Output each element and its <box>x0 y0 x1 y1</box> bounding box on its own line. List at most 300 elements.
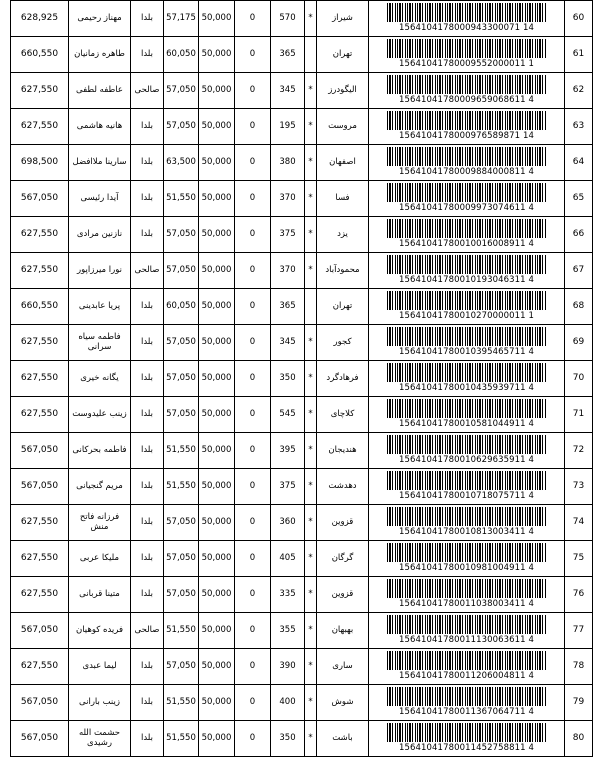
barcode-bars <box>387 255 547 274</box>
recipient-name-cell: پریا عابدینی <box>69 289 131 325</box>
mark-cell: * <box>305 505 317 541</box>
barcode-bars <box>387 579 547 598</box>
barcode <box>369 182 564 216</box>
barcode-cell <box>369 325 565 361</box>
extra-amount-cell: 0 <box>235 613 271 649</box>
barcode-number: 15641041780010270000011 1 <box>399 311 534 322</box>
amount-cell: 57,050 <box>164 361 199 397</box>
barcode-number: 15641041780011038003411 4 <box>399 599 534 610</box>
barcode-cell <box>369 253 565 289</box>
mark-cell: * <box>305 397 317 433</box>
row-number-cell: 74 <box>565 505 593 541</box>
base-amount-cell: 50,000 <box>199 469 235 505</box>
weight-cell: 375 <box>271 469 305 505</box>
total-amount-cell: 567,050 <box>11 433 69 469</box>
table-row <box>11 505 593 541</box>
amount-cell: 51,550 <box>164 181 199 217</box>
base-amount-cell: 50,000 <box>199 253 235 289</box>
extra-amount-cell: 0 <box>235 649 271 685</box>
destination-city-cell: محمودآباد <box>317 253 369 289</box>
barcode-bars <box>387 291 547 310</box>
table-row <box>11 1 593 37</box>
destination-city-cell: کجور <box>317 325 369 361</box>
barcode-number: 15641041780009973074611 4 <box>399 203 534 214</box>
table-row <box>11 37 593 73</box>
barcode <box>369 146 564 180</box>
barcode-bars <box>387 111 547 130</box>
barcode-number: 15641041780010718075711 4 <box>399 491 534 502</box>
mark-cell: * <box>305 181 317 217</box>
destination-city-cell: باشت <box>317 721 369 757</box>
barcode-cell <box>369 289 565 325</box>
base-amount-cell: 50,000 <box>199 433 235 469</box>
total-amount-cell: 567,050 <box>11 721 69 757</box>
table-row <box>11 685 593 721</box>
weight-cell: 395 <box>271 433 305 469</box>
barcode-number: 1564104178000943300071 14 <box>399 23 534 34</box>
base-amount-cell: 50,000 <box>199 181 235 217</box>
barcode-bars <box>387 507 547 526</box>
amount-cell: 57,050 <box>164 325 199 361</box>
barcode-bars <box>387 219 547 238</box>
amount-cell: 51,550 <box>164 433 199 469</box>
barcode <box>369 290 564 324</box>
mark-cell: * <box>305 433 317 469</box>
destination-city-cell: شیراز <box>317 1 369 37</box>
branch-cell: بلدا <box>131 469 164 505</box>
recipient-name-cell: هانیه هاشمی <box>69 109 131 145</box>
barcode-cell <box>369 1 565 37</box>
recipient-name-cell: متینا قربانی <box>69 577 131 613</box>
total-amount-cell: 660,550 <box>11 289 69 325</box>
barcode <box>369 218 564 252</box>
weight-cell: 370 <box>271 253 305 289</box>
branch-cell: بلدا <box>131 109 164 145</box>
destination-city-cell: یزد <box>317 217 369 253</box>
recipient-name-cell: نورا میرزاپور <box>69 253 131 289</box>
extra-amount-cell: 0 <box>235 469 271 505</box>
mark-cell <box>305 37 317 73</box>
recipient-name-cell: فریده کوهیان <box>69 613 131 649</box>
table-row <box>11 73 593 109</box>
branch-cell: بلدا <box>131 541 164 577</box>
row-number-cell: 65 <box>565 181 593 217</box>
row-number-cell: 76 <box>565 577 593 613</box>
branch-cell: بلدا <box>131 37 164 73</box>
recipient-name-cell: یگانه خیری <box>69 361 131 397</box>
total-amount-cell: 627,550 <box>11 577 69 613</box>
barcode-number: 15641041780010813003411 4 <box>399 527 534 538</box>
branch-cell: بلدا <box>131 217 164 253</box>
branch-cell: بلدا <box>131 1 164 37</box>
weight-cell: 360 <box>271 505 305 541</box>
barcode-cell <box>369 37 565 73</box>
amount-cell: 57,050 <box>164 73 199 109</box>
table-row <box>11 181 593 217</box>
table-row <box>11 721 593 757</box>
base-amount-cell: 50,000 <box>199 721 235 757</box>
extra-amount-cell: 0 <box>235 217 271 253</box>
amount-cell: 57,050 <box>164 397 199 433</box>
base-amount-cell: 50,000 <box>199 361 235 397</box>
destination-city-cell: قزوین <box>317 505 369 541</box>
weight-cell: 390 <box>271 649 305 685</box>
barcode-bars <box>387 3 547 22</box>
table-row <box>11 649 593 685</box>
destination-city-cell: ساری <box>317 649 369 685</box>
row-number-cell: 60 <box>565 1 593 37</box>
weight-cell: 350 <box>271 361 305 397</box>
total-amount-cell: 567,050 <box>11 685 69 721</box>
mark-cell: * <box>305 613 317 649</box>
branch-cell: بلدا <box>131 433 164 469</box>
destination-city-cell: هندیجان <box>317 433 369 469</box>
barcode-number: 15641041780011452758811 4 <box>399 743 534 754</box>
barcode-number: 15641041780010395465711 4 <box>399 347 534 358</box>
recipient-name-cell: فاطمه سیاه سرانی <box>69 325 131 361</box>
barcode-number: 15641041780009552000011 1 <box>399 59 534 70</box>
barcode-number: 15641041780010016008911 4 <box>399 239 534 250</box>
row-number-cell: 63 <box>565 109 593 145</box>
weight-cell: 380 <box>271 145 305 181</box>
barcode-cell <box>369 109 565 145</box>
table-row <box>11 433 593 469</box>
destination-city-cell: کلاچای <box>317 397 369 433</box>
mark-cell: * <box>305 649 317 685</box>
mark-cell: * <box>305 469 317 505</box>
amount-cell: 51,550 <box>164 613 199 649</box>
table-row <box>11 541 593 577</box>
table-row <box>11 469 593 505</box>
mark-cell: * <box>305 253 317 289</box>
barcode-cell <box>369 469 565 505</box>
recipient-name-cell: حشمت الله رشیدی <box>69 721 131 757</box>
weight-cell: 365 <box>271 289 305 325</box>
barcode-bars <box>387 147 547 166</box>
weight-cell: 545 <box>271 397 305 433</box>
row-number-cell: 77 <box>565 613 593 649</box>
barcode <box>369 650 564 684</box>
amount-cell: 57,050 <box>164 217 199 253</box>
table-row <box>11 325 593 361</box>
barcode-cell <box>369 721 565 757</box>
table-row <box>11 217 593 253</box>
base-amount-cell: 50,000 <box>199 217 235 253</box>
barcode-cell <box>369 541 565 577</box>
barcode <box>369 38 564 72</box>
weight-cell: 345 <box>271 325 305 361</box>
barcode <box>369 326 564 360</box>
branch-cell: بلدا <box>131 289 164 325</box>
barcode <box>369 470 564 504</box>
row-number-cell: 78 <box>565 649 593 685</box>
barcode-bars <box>387 615 547 634</box>
barcode-cell <box>369 685 565 721</box>
barcode-bars <box>387 327 547 346</box>
total-amount-cell: 698,500 <box>11 145 69 181</box>
weight-cell: 350 <box>271 721 305 757</box>
recipient-name-cell: لیما عبدی <box>69 649 131 685</box>
amount-cell: 51,550 <box>164 685 199 721</box>
extra-amount-cell: 0 <box>235 361 271 397</box>
barcode <box>369 542 564 576</box>
destination-city-cell: قزوین <box>317 577 369 613</box>
base-amount-cell: 50,000 <box>199 541 235 577</box>
barcode-cell <box>369 649 565 685</box>
amount-cell: 57,050 <box>164 253 199 289</box>
base-amount-cell: 50,000 <box>199 73 235 109</box>
barcode-cell <box>369 577 565 613</box>
total-amount-cell: 627,550 <box>11 541 69 577</box>
amount-cell: 57,050 <box>164 109 199 145</box>
table-row <box>11 577 593 613</box>
mark-cell <box>305 289 317 325</box>
extra-amount-cell: 0 <box>235 433 271 469</box>
barcode-cell <box>369 613 565 649</box>
branch-cell: بلدا <box>131 181 164 217</box>
barcode-bars <box>387 471 547 490</box>
extra-amount-cell: 0 <box>235 37 271 73</box>
barcode-bars <box>387 363 547 382</box>
barcode-bars <box>387 399 547 418</box>
amount-cell: 63,500 <box>164 145 199 181</box>
weight-cell: 375 <box>271 217 305 253</box>
recipient-name-cell: عاطفه لطفی <box>69 73 131 109</box>
table-row <box>11 289 593 325</box>
total-amount-cell: 627,550 <box>11 397 69 433</box>
barcode <box>369 110 564 144</box>
destination-city-cell: مروست <box>317 109 369 145</box>
branch-cell: صالحی <box>131 613 164 649</box>
barcode-number: 15641041780011130063611 4 <box>399 635 534 646</box>
mark-cell: * <box>305 541 317 577</box>
mark-cell: * <box>305 109 317 145</box>
total-amount-cell: 627,550 <box>11 361 69 397</box>
weight-cell: 405 <box>271 541 305 577</box>
extra-amount-cell: 0 <box>235 253 271 289</box>
row-number-cell: 61 <box>565 37 593 73</box>
barcode-bars <box>387 543 547 562</box>
extra-amount-cell: 0 <box>235 577 271 613</box>
destination-city-cell: فسا <box>317 181 369 217</box>
amount-cell: 60,050 <box>164 289 199 325</box>
barcode-number: 1564104178000976589871 14 <box>399 131 534 142</box>
barcode-cell <box>369 73 565 109</box>
row-number-cell: 73 <box>565 469 593 505</box>
barcode-number: 15641041780010981004911 4 <box>399 563 534 574</box>
recipient-name-cell: زینب بارانی <box>69 685 131 721</box>
table-row <box>11 145 593 181</box>
recipient-name-cell: نازنین مرادی <box>69 217 131 253</box>
base-amount-cell: 50,000 <box>199 577 235 613</box>
extra-amount-cell: 0 <box>235 73 271 109</box>
barcode-cell <box>369 181 565 217</box>
extra-amount-cell: 0 <box>235 685 271 721</box>
destination-city-cell: الیگودرز <box>317 73 369 109</box>
branch-cell: بلدا <box>131 505 164 541</box>
base-amount-cell: 50,000 <box>199 37 235 73</box>
extra-amount-cell: 0 <box>235 541 271 577</box>
mark-cell: * <box>305 145 317 181</box>
base-amount-cell: 50,000 <box>199 649 235 685</box>
barcode <box>369 362 564 396</box>
row-number-cell: 62 <box>565 73 593 109</box>
total-amount-cell: 567,050 <box>11 181 69 217</box>
total-amount-cell: 567,050 <box>11 613 69 649</box>
recipient-name-cell: فاطمه بحرکانی <box>69 433 131 469</box>
amount-cell: 57,175 <box>164 1 199 37</box>
weight-cell: 335 <box>271 577 305 613</box>
branch-cell: صالحی <box>131 73 164 109</box>
row-number-cell: 80 <box>565 721 593 757</box>
barcode-bars <box>387 75 547 94</box>
barcode <box>369 398 564 432</box>
barcode <box>369 722 564 756</box>
extra-amount-cell: 0 <box>235 109 271 145</box>
base-amount-cell: 50,000 <box>199 685 235 721</box>
total-amount-cell: 627,550 <box>11 253 69 289</box>
branch-cell: بلدا <box>131 145 164 181</box>
total-amount-cell: 627,550 <box>11 109 69 145</box>
mark-cell: * <box>305 217 317 253</box>
mark-cell: * <box>305 1 317 37</box>
base-amount-cell: 50,000 <box>199 289 235 325</box>
branch-cell: بلدا <box>131 361 164 397</box>
weight-cell: 370 <box>271 181 305 217</box>
row-number-cell: 72 <box>565 433 593 469</box>
weight-cell: 400 <box>271 685 305 721</box>
extra-amount-cell: 0 <box>235 397 271 433</box>
recipient-name-cell: ملیکا عربی <box>69 541 131 577</box>
barcode-cell <box>369 361 565 397</box>
mark-cell: * <box>305 577 317 613</box>
amount-cell: 57,050 <box>164 649 199 685</box>
extra-amount-cell: 0 <box>235 1 271 37</box>
table-row <box>11 361 593 397</box>
row-number-cell: 64 <box>565 145 593 181</box>
barcode-number: 15641041780010629635911 4 <box>399 455 534 466</box>
barcode-cell <box>369 397 565 433</box>
total-amount-cell: 567,050 <box>11 469 69 505</box>
recipient-name-cell: سارینا ملاافضل <box>69 145 131 181</box>
destination-city-cell: بهبهان <box>317 613 369 649</box>
destination-city-cell: اصفهان <box>317 145 369 181</box>
amount-cell: 51,550 <box>164 469 199 505</box>
branch-cell: بلدا <box>131 577 164 613</box>
branch-cell: بلدا <box>131 397 164 433</box>
barcode-cell <box>369 505 565 541</box>
barcode-number: 15641041780010581044911 4 <box>399 419 534 430</box>
mark-cell: * <box>305 325 317 361</box>
base-amount-cell: 50,000 <box>199 505 235 541</box>
recipient-name-cell: مریم گنجیانی <box>69 469 131 505</box>
barcode <box>369 614 564 648</box>
base-amount-cell: 50,000 <box>199 397 235 433</box>
table-row <box>11 109 593 145</box>
barcode-bars <box>387 687 547 706</box>
table-row <box>11 397 593 433</box>
base-amount-cell: 50,000 <box>199 1 235 37</box>
barcode <box>369 686 564 720</box>
total-amount-cell: 627,550 <box>11 649 69 685</box>
row-number-cell: 79 <box>565 685 593 721</box>
total-amount-cell: 627,550 <box>11 73 69 109</box>
branch-cell: صالحی <box>131 253 164 289</box>
table-row <box>11 253 593 289</box>
base-amount-cell: 50,000 <box>199 325 235 361</box>
total-amount-cell: 627,550 <box>11 505 69 541</box>
amount-cell: 57,050 <box>164 577 199 613</box>
table-row <box>11 613 593 649</box>
row-number-cell: 67 <box>565 253 593 289</box>
destination-city-cell: فرهادگرد <box>317 361 369 397</box>
extra-amount-cell: 0 <box>235 721 271 757</box>
weight-cell: 345 <box>271 73 305 109</box>
barcode-number: 15641041780009659068611 4 <box>399 95 534 106</box>
barcode <box>369 254 564 288</box>
total-amount-cell: 628,925 <box>11 1 69 37</box>
row-number-cell: 66 <box>565 217 593 253</box>
barcode-number: 15641041780009884000811 4 <box>399 167 534 178</box>
recipient-name-cell: طاهره زمانیان <box>69 37 131 73</box>
barcode-number: 15641041780010435939711 4 <box>399 383 534 394</box>
extra-amount-cell: 0 <box>235 505 271 541</box>
row-number-cell: 69 <box>565 325 593 361</box>
barcode <box>369 434 564 468</box>
branch-cell: بلدا <box>131 721 164 757</box>
row-number-cell: 68 <box>565 289 593 325</box>
barcode-bars <box>387 723 547 742</box>
amount-cell: 57,050 <box>164 541 199 577</box>
mark-cell: * <box>305 685 317 721</box>
destination-city-cell: دهدشت <box>317 469 369 505</box>
base-amount-cell: 50,000 <box>199 109 235 145</box>
weight-cell: 570 <box>271 1 305 37</box>
recipient-name-cell: مهناز رحیمی <box>69 1 131 37</box>
row-number-cell: 71 <box>565 397 593 433</box>
destination-city-cell: شوش <box>317 685 369 721</box>
weight-cell: 365 <box>271 37 305 73</box>
barcode <box>369 74 564 108</box>
mark-cell: * <box>305 721 317 757</box>
recipient-name-cell: زینب علیدوست <box>69 397 131 433</box>
branch-cell: بلدا <box>131 649 164 685</box>
weight-cell: 355 <box>271 613 305 649</box>
barcode <box>369 578 564 612</box>
barcode-cell <box>369 217 565 253</box>
destination-city-cell: گرگان <box>317 541 369 577</box>
destination-city-cell: تهران <box>317 37 369 73</box>
barcode-number: 15641041780011206004811 4 <box>399 671 534 682</box>
barcode-bars <box>387 39 547 58</box>
extra-amount-cell: 0 <box>235 325 271 361</box>
amount-cell: 57,050 <box>164 505 199 541</box>
recipient-name-cell: آیدا رئیسی <box>69 181 131 217</box>
row-number-cell: 75 <box>565 541 593 577</box>
base-amount-cell: 50,000 <box>199 145 235 181</box>
barcode <box>369 2 564 36</box>
extra-amount-cell: 0 <box>235 289 271 325</box>
mark-cell: * <box>305 361 317 397</box>
barcode-bars <box>387 435 547 454</box>
table-body <box>11 1 593 757</box>
total-amount-cell: 627,550 <box>11 217 69 253</box>
destination-city-cell: تهران <box>317 289 369 325</box>
recipient-name-cell: فرزانه فاتح منش <box>69 505 131 541</box>
extra-amount-cell: 0 <box>235 145 271 181</box>
barcode-cell <box>369 145 565 181</box>
extra-amount-cell: 0 <box>235 181 271 217</box>
